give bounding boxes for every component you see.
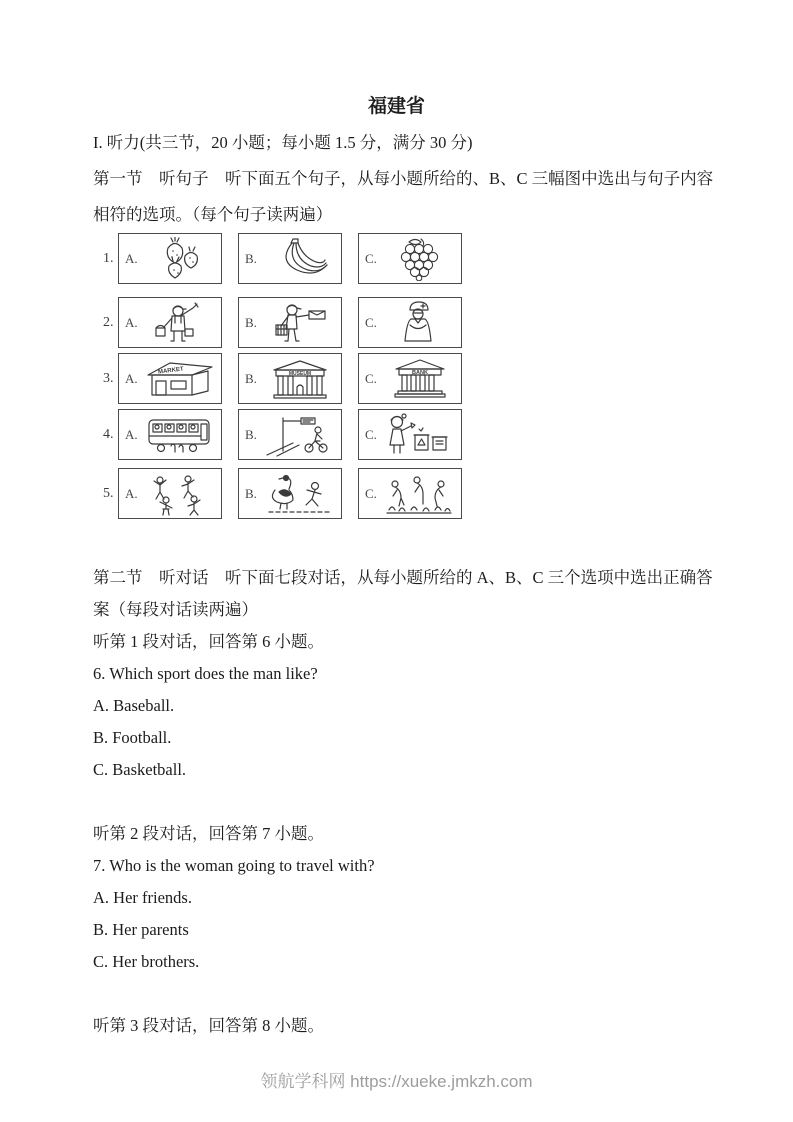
- picture-row-4: [103, 409, 713, 460]
- picture-row-5: [103, 468, 713, 519]
- option-box-5b: [238, 468, 342, 519]
- option-letter: B.: [245, 485, 257, 501]
- question-6-option-c: C. Basketball.: [93, 760, 187, 779]
- option-letter: A.: [125, 370, 138, 386]
- picture-row-3: [103, 353, 713, 404]
- bank-building-icon: [378, 357, 461, 401]
- option-box-2c: [358, 297, 462, 348]
- option-box-4b: [238, 409, 342, 460]
- dialog3-lead: 听第 3 段对话，回答第 8 小题。: [93, 1016, 324, 1035]
- children-dancing-icon: [139, 472, 221, 516]
- option-letter: A.: [125, 485, 138, 501]
- option-letter: B.: [245, 250, 257, 266]
- listening-section-heading: I. 听力(共三节，20 小题；每小题 1.5 分，满分 30 分): [93, 133, 473, 152]
- option-letter: B.: [245, 314, 257, 330]
- option-box-1a: [118, 233, 222, 284]
- option-box-1b: [238, 233, 342, 284]
- picture-grid: [93, 233, 713, 519]
- option-letter: A.: [125, 250, 138, 266]
- grapes-icon: [378, 237, 461, 281]
- bananas-icon: [258, 237, 341, 281]
- goose-chasing-child-icon: [258, 472, 341, 516]
- question-7-option-b: B. Her parents: [93, 920, 189, 939]
- picture-row-1: [103, 233, 713, 284]
- site-watermark: 领航学科网 https://xueke.jmkzh.com: [260, 1072, 533, 1091]
- part1-intro-line1: 第一节 听句子 听下面五个句子，从每小题所给的、B、C 三幅图中选出与句子内容: [93, 169, 714, 188]
- option-box-4c: [358, 409, 462, 460]
- part1-intro-line2: 相符的选项。（每个句子读两遍）: [93, 205, 333, 224]
- option-box-5a: [118, 468, 222, 519]
- page-title: 福建省: [367, 96, 425, 117]
- market-sign-text: MARKET: [157, 365, 184, 376]
- question-7-option-a: A. Her friends.: [93, 888, 192, 907]
- option-letter: C.: [365, 314, 377, 330]
- part2-intro-line1: 第二节 听对话 听下面七段对话，从每小题所给的 A、B、C 三个选项中选出正确答: [93, 568, 713, 587]
- option-letter: C.: [365, 370, 377, 386]
- option-box-2a: [118, 297, 222, 348]
- question-7: 7. Who is the woman going to travel with?: [93, 856, 375, 875]
- postman-with-letter-icon: [258, 301, 341, 345]
- option-box-3b: [238, 353, 342, 404]
- option-box-5c: [358, 468, 462, 519]
- bank-sign-text: BANK: [412, 369, 429, 376]
- girl-sorting-trash-icon: [378, 413, 461, 457]
- option-letter: C.: [365, 250, 377, 266]
- exam-content: [0, 125, 793, 1042]
- option-letter: B.: [245, 426, 257, 442]
- option-box-2b: [238, 297, 342, 348]
- question-7-option-c: C. Her brothers.: [93, 952, 200, 971]
- part2-intro-line2: 案（每段对话读两遍）: [93, 600, 258, 619]
- strawberries-icon: [139, 237, 221, 281]
- museum-sign-text: MUSEUM: [289, 370, 312, 377]
- row-number: 5.: [103, 485, 114, 501]
- picture-row-2: [103, 297, 713, 348]
- question-6-option-a: A. Baseball.: [93, 696, 175, 715]
- row-number: 4.: [103, 426, 114, 442]
- question-6: 6. Which sport does the man like?: [93, 664, 318, 683]
- option-box-3a: [118, 353, 222, 404]
- dialog2-lead: 听第 2 段对话，回答第 7 小题。: [93, 824, 324, 843]
- option-letter: A.: [125, 314, 138, 330]
- row-number: 2.: [103, 314, 114, 330]
- row-number: 1.: [103, 250, 114, 266]
- museum-building-icon: [258, 357, 341, 401]
- painter-worker-icon: [139, 301, 221, 345]
- market-building-icon: [139, 357, 221, 401]
- option-letter: A.: [125, 426, 138, 442]
- option-box-4a: [118, 409, 222, 460]
- crowded-bus-icon: [139, 413, 221, 457]
- option-box-1c: [358, 233, 462, 284]
- option-box-3c: [358, 353, 462, 404]
- option-letter: C.: [365, 426, 377, 442]
- option-letter: C.: [365, 485, 377, 501]
- children-harvesting-icon: [378, 472, 461, 516]
- doctor-icon: [378, 301, 461, 345]
- question-6-option-b: B. Football.: [93, 728, 172, 747]
- option-letter: B.: [245, 370, 257, 386]
- row-number: 3.: [103, 370, 114, 386]
- road-crossing-sign-icon: [258, 413, 341, 457]
- dialog1-lead: 听第 1 段对话，回答第 6 小题。: [93, 632, 324, 651]
